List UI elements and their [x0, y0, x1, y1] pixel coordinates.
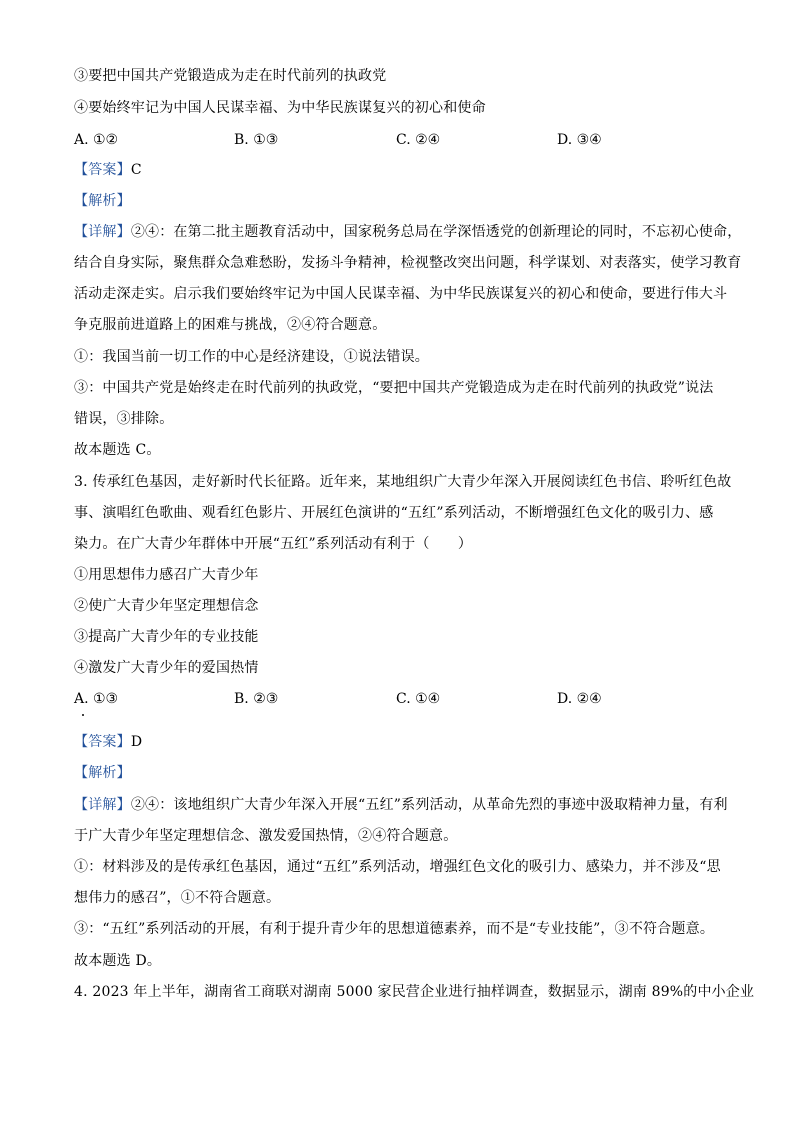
q2-answer	[74, 161, 142, 179]
detail-text: ②④：该地组织广大青少年深入开展“五红”系列活动，从革命先烈的事迹中汲取精神力量，有利	[130, 797, 728, 813]
analysis-tag: 【解析】	[74, 765, 131, 781]
q2-conclusion: 故本题选 C。	[74, 442, 161, 458]
q2-option-c: C. ②④	[396, 132, 441, 148]
answer-value: D	[130, 734, 143, 750]
q3-statement-4: ④激发广大青少年的爱国热情	[74, 660, 259, 676]
q3-stem-line-2: 事、演唱红色歌曲、观看红色影片、开展红色演讲的“五红”系列活动，不断增强红色文化的吸引力、感	[74, 505, 714, 521]
q3-stem-line-1: 3. 传承红色基因，走好新时代长征路。近年来，某地组织广大青少年深入开展阅读红色书信、聆听红色故	[74, 474, 732, 490]
answer-tag: 【答案】	[74, 162, 131, 178]
q2-option-b: B. ①③	[234, 132, 279, 148]
detail-tag: 【详解】	[74, 797, 131, 813]
q2-option-d: D. ③④	[557, 132, 602, 148]
q3-note-3: ③：“五红”系列活动的开展，有利于提升青少年的思想道德素养，而不是“专业技能”，③不符合题意。	[74, 921, 715, 937]
q3-option-c: C. ①④	[396, 691, 441, 707]
q2-option-a: A. ①②	[74, 132, 119, 148]
stray-dot	[82, 714, 84, 716]
q2-detail-line-3: 活动走深走实。启示我们要始终牢记为中国人民谋幸福、为中华民族谋复兴的初心和使命，要进行伟大斗	[74, 286, 728, 302]
q2-detail-line-4: 争克服前进道路上的困难与挑战，②④符合题意。	[74, 317, 387, 333]
answer-tag: 【答案】	[74, 734, 131, 750]
q3-statement-2: ②使广大青少年坚定理想信念	[74, 598, 259, 614]
q2-note-3-line-1: ③：中国共产党是始终走在时代前列的执政党，“要把中国共产党锻造成为走在时代前列的执政党”说法	[74, 380, 714, 396]
q3-conclusion: 故本题选 D。	[74, 953, 162, 969]
q2-statement-3: ③要把中国共产党锻造成为走在时代前列的执政党	[74, 68, 387, 84]
analysis-tag: 【解析】	[74, 193, 131, 209]
q2-detail-line-2: 结合自身实际，聚焦群众急难愁盼，发扬斗争精神，检视整改突出问题，科学谋划、对表落实，使学习教育	[74, 255, 742, 271]
q3-answer	[74, 733, 142, 751]
q3-detail-line-2: 于广大青少年坚定理想信念、激发爱国热情，②④符合题意。	[74, 828, 458, 844]
detail-tag: 【详解】	[74, 224, 131, 240]
q2-note-1: ①：我国当前一切工作的中心是经济建设，①说法错误。	[74, 349, 429, 365]
q4-stem-line-1: 4. 2023 年上半年，湖南省工商联对湖南 5000 家民营企业进行抽样调查，数据显示，湖南 89%的中小企业	[74, 984, 755, 1000]
q3-note-1-line-2: 想伟力的感召”，①不符合题意。	[74, 890, 281, 906]
q3-statement-3: ③提高广大青少年的专业技能	[74, 629, 259, 645]
detail-text: ②④：在第二批主题教育活动中，国家税务总局在学深悟透党的创新理论的同时，不忘初心使命，	[130, 224, 742, 240]
q3-statement-1: ①用思想伟力感召广大青少年	[74, 567, 259, 583]
q3-analysis-heading	[74, 764, 131, 782]
q3-option-d: D. ②④	[557, 691, 602, 707]
q2-statement-4: ④要始终牢记为中国人民谋幸福、为中华民族谋复兴的初心和使命	[74, 100, 486, 116]
q2-detail-line-1	[74, 223, 741, 241]
q3-option-a: A. ①③	[74, 691, 119, 707]
answer-value: C	[130, 162, 142, 178]
q3-option-b: B. ②③	[234, 691, 279, 707]
q2-note-3-line-2: 错误，③排除。	[74, 411, 174, 427]
q2-analysis-heading	[74, 192, 131, 210]
q3-note-1-line-1: ①：材料涉及的是传承红色基因，通过“五红”系列活动，增强红色文化的吸引力、感染力，并不涉及“思	[74, 859, 721, 875]
q3-stem-line-3: 染力。在广大青少年群体中开展“五红”系列活动有利于（ ）	[74, 536, 473, 552]
q3-detail-line-1	[74, 796, 728, 814]
